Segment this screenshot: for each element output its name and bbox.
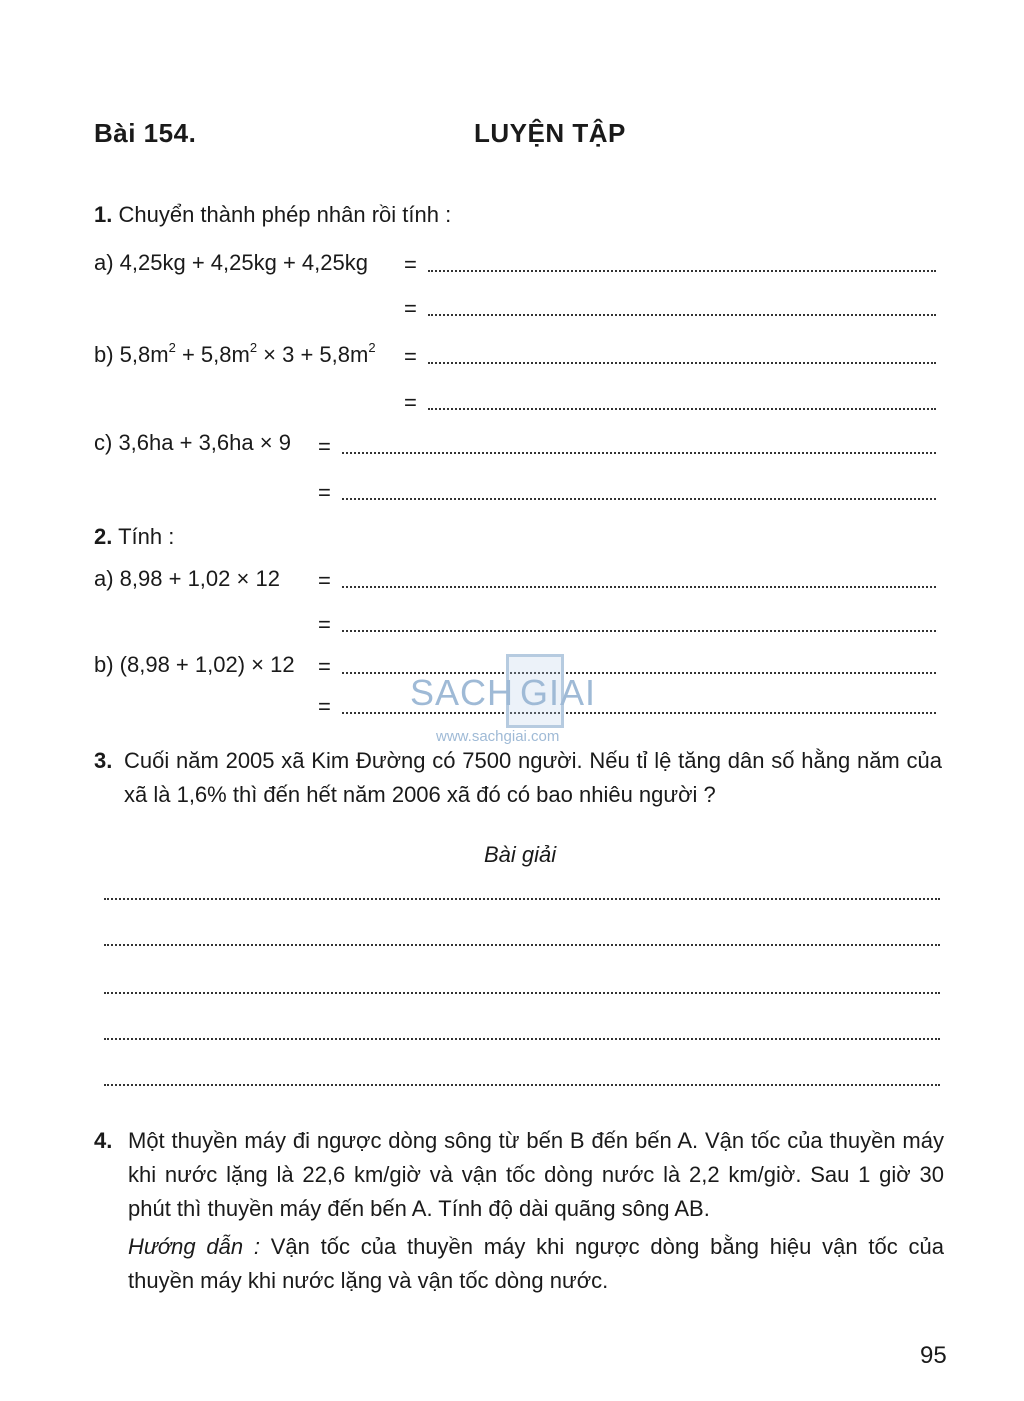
expr-part: b) 5,8m (94, 342, 169, 367)
equals-sign: = (404, 252, 417, 277)
exercise-1c-expression: c) 3,6ha + 3,6ha × 9 (94, 430, 291, 455)
watermark-brand (410, 672, 596, 714)
superscript: 2 (368, 339, 376, 355)
equals-sign: = (404, 344, 417, 369)
exercise-4-hint (94, 1230, 944, 1298)
hint-text: Vận tốc của thuyền máy khi ngược dòng bằng hiệu vận tốc của thuyền máy khi nước lặng và vận tốc dòng nước. (128, 1234, 944, 1293)
superscript: 2 (249, 339, 258, 355)
answer-line[interactable] (428, 314, 936, 316)
exercise-2-number: 2. (94, 524, 113, 549)
equals-sign: = (404, 390, 417, 415)
exercise-2-text: Tính : (118, 524, 175, 549)
superscript: 2 (168, 339, 176, 355)
expr-part: × 3 + 5,8m (257, 342, 369, 367)
equals-sign: = (318, 434, 331, 459)
watermark-url: www.sachgiai.com (436, 728, 560, 745)
solution-line[interactable] (104, 898, 940, 900)
answer-line[interactable] (428, 270, 936, 272)
lesson-number: Bài 154. (94, 118, 197, 148)
exercise-3 (94, 744, 942, 812)
answer-line[interactable] (342, 498, 936, 500)
exercise-1-number: 1. (94, 202, 113, 227)
exercise-4-text: Một thuyền máy đi ngược dòng sông từ bến B đến bến A. Vận tốc của thuyền máy khi nước lặng là 22,6 km/giờ và vận tốc dòng nước là 2,2 km/giờ. Sau 1 giờ 30 phút thì thuyền máy đến bến A. Tính độ dài quãng sông AB. (128, 1128, 944, 1221)
answer-line[interactable] (342, 586, 936, 588)
answer-line[interactable] (342, 452, 936, 454)
equals-sign: = (318, 654, 331, 679)
page-number: 95 (920, 1342, 947, 1369)
equals-sign: = (318, 480, 331, 505)
exercise-1-prompt (94, 202, 451, 228)
exercise-4-number: 4. (94, 1128, 113, 1153)
solution-line[interactable] (104, 1084, 940, 1086)
expr-part: + 5,8m (175, 342, 250, 367)
watermark-brand-part: SACH (410, 672, 515, 713)
exercise-4 (94, 1124, 944, 1298)
hint-label: Hướng dẫn : (128, 1234, 260, 1259)
solution-line[interactable] (104, 1038, 940, 1040)
watermark-brand-part: GIAI (520, 672, 597, 713)
exercise-2a-expression: a) 8,98 + 1,02 × 12 (94, 566, 280, 591)
exercise-1-text: Chuyển thành phép nhân rồi tính : (118, 202, 452, 227)
exercise-3-number: 3. (94, 748, 113, 773)
exercise-3-text: Cuối năm 2005 xã Kim Đường có 7500 người. Nếu tỉ lệ tăng dân số hằng năm của xã là 1,6% thì đến hết năm 2006 xã đó có bao nhiêu người ? (124, 748, 942, 807)
answer-line[interactable] (342, 630, 936, 632)
solution-label: Bài giải (484, 842, 557, 867)
page-title: LUYỆN TẬP (474, 118, 626, 148)
exercise-2-prompt (94, 524, 174, 550)
equals-sign: = (318, 694, 331, 719)
answer-line[interactable] (428, 362, 936, 364)
exercise-1a-expression: a) 4,25kg + 4,25kg + 4,25kg (94, 250, 368, 275)
exercise-2b-expression: b) (8,98 + 1,02) × 12 (94, 652, 295, 677)
solution-line[interactable] (104, 992, 940, 994)
exercise-1b-expression (94, 339, 376, 368)
equals-sign: = (404, 296, 417, 321)
solution-line[interactable] (104, 944, 940, 946)
equals-sign: = (318, 612, 331, 637)
answer-line[interactable] (428, 408, 936, 410)
equals-sign: = (318, 568, 331, 593)
